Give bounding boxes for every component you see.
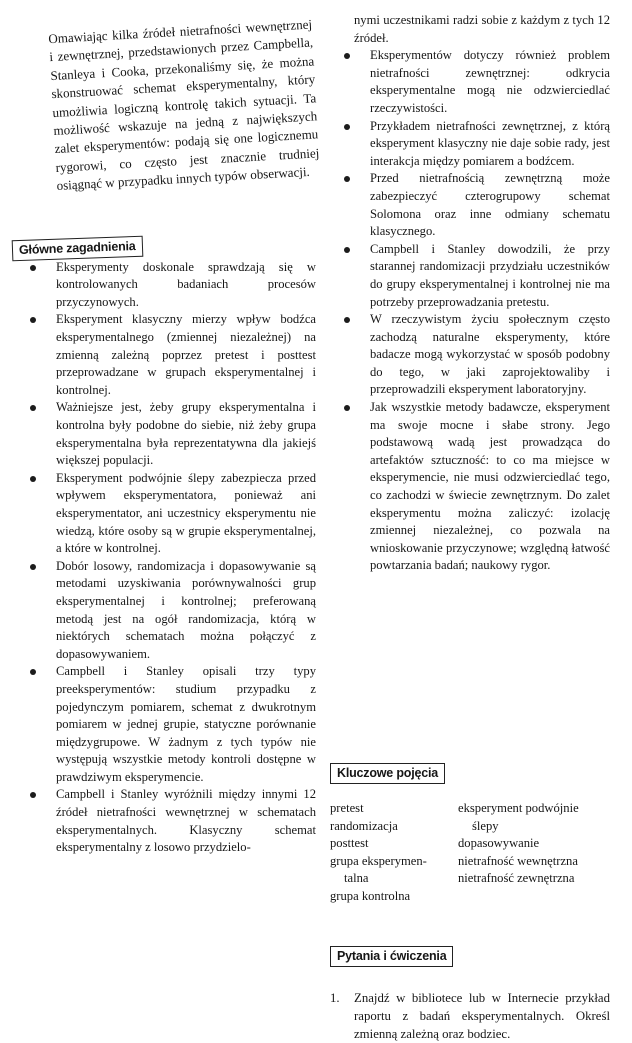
term: eksperyment podwójnie <box>458 801 579 815</box>
question-item <box>330 989 610 1043</box>
questions-list <box>330 989 610 1043</box>
term: nietrafność wewnętrzna <box>458 853 578 868</box>
right-column <box>330 12 610 1043</box>
main-issues-list <box>16 259 316 857</box>
intro-paragraph: Omawiając kilka źródeł nietrafności wewnętrznej i zewnętrznej, przedstawionych przez Campbella, Stanleya i Cooka, przekonaliśmy się, że można skonstruować schemat eksperymentalny, który umożliwia logiczną kontrolę takich sytuacji. Ta możliwość wskazuje na jedną z największych zalet eksperymentów: podają się one logicznemu rygorowi, co często jest znacznie trudniej osiągnąć w przypadku innych typów obserwacji. <box>48 16 320 194</box>
term: talna <box>344 871 369 886</box>
term: pretest <box>330 801 364 815</box>
list-item: Przykładem nietrafności zewnętrznej, z którą eksperyment klasyczny nie daje sobie rady, jest interakcja między pomiarem a bodźcem. <box>330 118 610 171</box>
list-item: W rzeczywistym życiu społecznym często zachodzą naturalne eksperymenty, które badacze mogą wykorzystać w sposób podobny do tego, w jaki zaprojektowaliby i przeprowadzili eksperyment laboratoryjny. <box>330 311 610 399</box>
left-column <box>16 12 320 857</box>
key-terms-grid <box>330 800 610 906</box>
list-item: Campbell i Stanley dowodzili, że przy starannej randomizacji przydziału uczestników do grupy eksperymentalnej i kontrolnej nie ma potrzeby przeprowadzania pretestu. <box>330 241 610 311</box>
key-terms-column-2 <box>458 800 618 906</box>
term: nietrafność zewnętrzna <box>458 871 575 886</box>
list-item: Eksperymenty doskonale sprawdzają się w kontrolowanych badaniach procesów przyczynowych. <box>16 259 316 312</box>
main-issues-heading: Główne zagadnienia <box>12 235 143 261</box>
term: dopasowywanie <box>458 836 540 851</box>
list-item: Dobór losowy, randomizacja i dopasowywanie są metodami uzyskiwania porównywalności grup eksperymentalnej i kontrolnej; preferowaną metodą jest na ogół randomizacja, którą w niektórych schematach można połączyć z dopasowywaniem. <box>16 558 316 664</box>
key-terms-heading: Kluczowe pojęcia <box>330 763 445 784</box>
term: ślepy <box>472 818 499 833</box>
question-number: 1. <box>330 990 340 1005</box>
term: randomizacja <box>330 818 398 833</box>
term: grupa eksperymen- <box>330 853 427 868</box>
list-item: Ważniejsze jest, żeby grupy eksperymentalna i kontrolna były podobne do siebie, niż żeby grupa eksperymentalna była reprezentatywna dla jakiejś większej populacji. <box>16 399 316 469</box>
question-text: Znajdź w bibliotece lub w Internecie przykład raportu z badań eksperymentalnych. Określ zmienną zależną oraz bodziec. <box>354 990 610 1041</box>
list-item: Eksperyment klasyczny mierzy wpływ bodźca eksperymentalnego (zmiennej niezależnej) na zmienną zależną poprzez pretest i posttest przeprowadzane w grupach eksperymentalnej i kontrolnej. <box>16 311 316 399</box>
term: posttest <box>330 836 369 851</box>
questions-heading: Pytania i ćwiczenia <box>330 946 453 967</box>
list-item: Campbell i Stanley opisali trzy typy preeksperymentów: studium przypadku z pojedynczym pomiarem, schemat z dwukrotnym pomiarem w jednej grupie, statyczne porównanie międzygrupowe. W żadnym z tych typów nie występują wszystkie metody kontroli dostępne w prawdziwym eksperymencie. <box>16 663 316 786</box>
list-item: Eksperymentów dotyczy również problem nietrafności zewnętrznej: odkrycia eksperymentalne mogą nie odzwierciedlać rzeczywistości. <box>330 47 610 117</box>
main-issues-list-continued <box>330 47 610 575</box>
key-terms-column-1 <box>330 800 456 906</box>
list-item: Campbell i Stanley wyróżnili między innymi 12 źródeł nietrafności wewnętrznej w schematach eksperymentalnych. Klasyczny schemat eksperymentalny z losowo przydzielo- <box>16 786 316 856</box>
list-item: Przed nietrafnością zewnętrzną może zabezpieczyć czterogrupowy schemat Solomona oraz inne odmiany schematu klasycznego. <box>330 170 610 240</box>
list-item: Eksperyment podwójnie ślepy zabezpiecza przed wpływem eksperymentatora, ponieważ ani eksperymentator, ani uczestnicy eksperymentu nie wiedzą, które osoby są w grupie eksperymentalnej, a które w kontrolnej. <box>16 470 316 558</box>
term: grupa kontrolna <box>330 888 411 903</box>
list-item: Jak wszystkie metody badawcze, eksperyment ma swoje mocne i słabe strony. Jego podstawową wadą jest prowadząca do artefaktów sztuczność: to co ma miejsce w eksperymencie, nie musi odzwierciedlać tego, co zachodzi w świecie zewnętrznym. Do zalet eksperymentu można zaliczyć: izolację zmiennej niezależnej, co pozwala na wnioskowanie przyczynowe; względną łatwość powtarzania badań; naukowy rygor. <box>330 399 610 575</box>
list-continuation: nymi uczestnikami radzi sobie z każdym z tych 12 źródeł. <box>354 13 610 45</box>
